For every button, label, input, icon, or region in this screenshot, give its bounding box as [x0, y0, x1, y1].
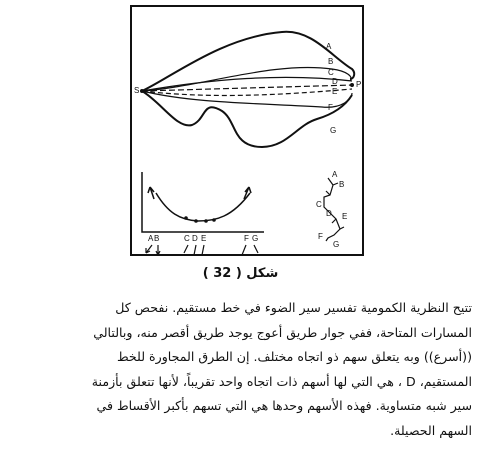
paragraph-line: ((أسرع)) وبه يتعلق سهم ذو اتجاه مختلف. إن الطرق المجاورة للخط: [116, 349, 472, 365]
point-p: [350, 83, 354, 87]
sum-label-d: D: [326, 209, 332, 218]
timing-curve: [156, 193, 250, 221]
path-a: [142, 32, 354, 91]
label-p: P: [356, 80, 362, 89]
graph-label-c: C: [184, 234, 190, 243]
path-g: [142, 91, 352, 147]
paragraph-line: تتيح النظرية الكمومية تفسير سير الضوء في خط مستقيم. نفحص كل: [115, 300, 472, 315]
sum-label-a: A: [332, 170, 338, 179]
graph-label-f: F: [244, 234, 249, 243]
sum-label-c: C: [316, 200, 322, 209]
graph-axes: [142, 172, 264, 232]
paragraph-line: السهم الحصيلة.: [390, 422, 472, 438]
figure-frame: [130, 5, 364, 256]
path-c: [142, 77, 352, 91]
light-paths-diagram: [132, 7, 366, 258]
sum-label-e: E: [342, 212, 348, 221]
graph-label-a: A: [148, 234, 154, 243]
label-path-f: F: [328, 103, 333, 112]
body-paragraph: [10, 296, 472, 444]
label-path-e: E: [332, 87, 338, 96]
paragraph-line: المستقيم، D ، هي التي لها أسهم ذات اتجاه واحد تقريباً، لأنها تتعلق بأزمنة: [91, 373, 472, 389]
paths-diagram: [142, 32, 354, 147]
graph-label-g: G: [252, 234, 259, 243]
curve-point: [212, 218, 216, 222]
label-path-a: A: [326, 42, 332, 51]
paragraph-line: سير شبه متساوية. فهذه الأسهم وحدها هي التي تسهم بأكبر الأقساط في: [96, 398, 472, 414]
label-path-b: B: [328, 57, 334, 66]
graph-label-d: D: [192, 234, 198, 243]
path-f: [142, 91, 352, 107]
label-path-c: C: [328, 68, 334, 77]
arrow-sum-detail: [326, 183, 344, 229]
direction-arrows: [146, 245, 258, 255]
curve-point: [204, 219, 208, 223]
curve-point: [194, 219, 198, 223]
sum-label-f: F: [318, 232, 323, 241]
sum-label-g: G: [333, 240, 340, 249]
graph-label-b: B: [154, 234, 160, 243]
label-path-g: G: [330, 126, 337, 135]
curve-arrows: [148, 187, 251, 199]
label-path-d: D: [332, 77, 338, 86]
label-s: S: [134, 86, 140, 95]
sum-label-b: B: [339, 180, 345, 189]
timing-graph: [142, 172, 264, 232]
point-s: [140, 89, 144, 93]
curve-point: [184, 216, 188, 220]
figure-caption: شكل ( 32 ): [202, 266, 279, 281]
paragraph-line: المسارات المتاحة، ففي جوار طريق أعوج يوجد طريق أقصر منه، وبالتالي: [93, 324, 472, 340]
graph-label-e: E: [201, 234, 207, 243]
